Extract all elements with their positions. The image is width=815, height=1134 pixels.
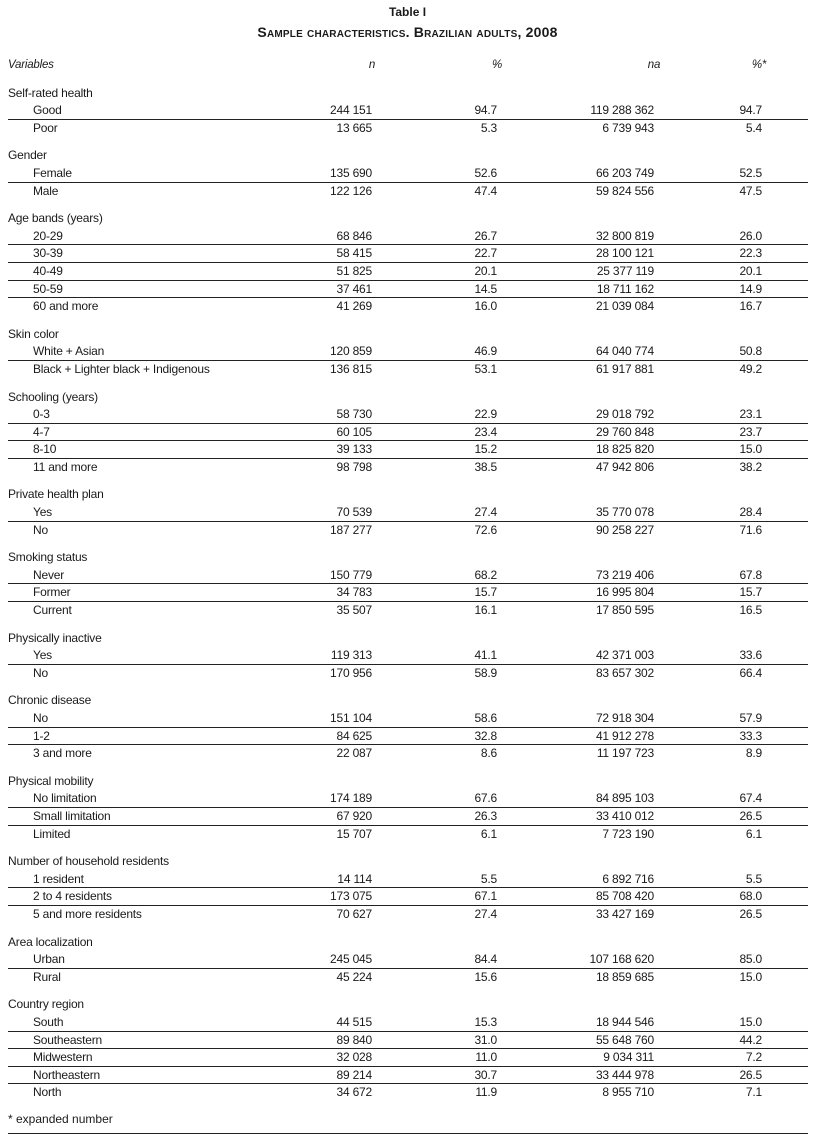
row-label: 20-29 bbox=[33, 228, 63, 243]
row-label: Current bbox=[33, 603, 72, 618]
row-label: Urban bbox=[33, 952, 65, 967]
n-value: 13 665 bbox=[336, 120, 372, 135]
table-row bbox=[8, 441, 808, 459]
row-label: North bbox=[33, 1085, 62, 1100]
group-label: Private health plan bbox=[8, 487, 104, 502]
percent-value: 31.0 bbox=[474, 1032, 497, 1047]
percent-expanded-value: 26.5 bbox=[739, 906, 762, 921]
percent-expanded-value: 6.1 bbox=[745, 826, 762, 841]
percent-expanded-value: 52.5 bbox=[739, 165, 762, 180]
row-label: Poor bbox=[33, 120, 58, 135]
percent-value: 20.1 bbox=[474, 263, 497, 278]
na-value: 35 770 078 bbox=[595, 505, 654, 520]
sample-characteristics-table bbox=[8, 57, 808, 1134]
group-header-row bbox=[8, 996, 808, 1014]
percent-expanded-value: 16.5 bbox=[739, 603, 762, 618]
n-value: 173 075 bbox=[330, 889, 372, 904]
percent-value: 53.1 bbox=[474, 361, 497, 376]
n-value: 70 627 bbox=[336, 906, 372, 921]
table-row bbox=[8, 969, 808, 987]
row-label: Small limitation bbox=[33, 808, 111, 823]
row-label: 8-10 bbox=[33, 442, 57, 457]
na-value: 29 760 848 bbox=[595, 424, 654, 439]
percent-expanded-value: 7.1 bbox=[745, 1085, 762, 1100]
na-value: 119 288 362 bbox=[590, 103, 654, 118]
table-row bbox=[8, 1049, 808, 1067]
row-label: Rural bbox=[33, 969, 61, 984]
group-header-row bbox=[8, 486, 808, 504]
na-value: 17 850 595 bbox=[595, 603, 654, 618]
row-label: 4-7 bbox=[33, 424, 50, 439]
table-row bbox=[8, 459, 808, 477]
table-row bbox=[8, 406, 808, 424]
row-label: No bbox=[33, 711, 48, 725]
n-value: 135 690 bbox=[330, 165, 372, 180]
row-label: Former bbox=[33, 585, 71, 600]
percent-value: 72.6 bbox=[474, 522, 497, 537]
na-value: 72 918 304 bbox=[595, 711, 654, 725]
na-value: 73 219 406 bbox=[595, 567, 654, 582]
row-label: 5 and more residents bbox=[33, 906, 142, 921]
n-value: 89 214 bbox=[336, 1067, 372, 1082]
percent-value: 26.7 bbox=[474, 228, 497, 243]
table-row bbox=[8, 1067, 808, 1085]
percent-expanded-value: 68.0 bbox=[739, 889, 762, 904]
na-value: 64 040 774 bbox=[595, 344, 654, 359]
table-title: Sample characteristics. Brazilian adults, 2008 bbox=[257, 24, 558, 40]
n-value: 89 840 bbox=[336, 1032, 372, 1047]
percent-value: 67.1 bbox=[474, 889, 497, 904]
row-label: Yes bbox=[33, 505, 52, 520]
group-label: Schooling (years) bbox=[8, 389, 98, 404]
percent-value: 30.7 bbox=[474, 1067, 497, 1082]
na-value: 85 708 420 bbox=[595, 889, 654, 904]
percent-value: 26.3 bbox=[474, 808, 497, 823]
table-row bbox=[8, 710, 808, 728]
n-value: 45 224 bbox=[336, 969, 372, 984]
percent-expanded-value: 49.2 bbox=[739, 361, 762, 376]
n-value: 119 313 bbox=[330, 648, 372, 663]
percent-value: 27.4 bbox=[474, 505, 497, 520]
group-header-row bbox=[8, 389, 808, 407]
percent-value: 41.1 bbox=[474, 648, 497, 663]
row-label: 11 and more bbox=[33, 459, 98, 474]
table-row bbox=[8, 1032, 808, 1050]
group-header-row bbox=[8, 85, 808, 103]
na-value: 32 800 819 bbox=[595, 228, 654, 243]
percent-expanded-value: 66.4 bbox=[739, 665, 762, 680]
percent-expanded-value: 57.9 bbox=[739, 711, 762, 725]
percent-expanded-value: 50.8 bbox=[739, 344, 762, 359]
percent-expanded-value: 5.4 bbox=[745, 120, 762, 135]
n-value: 58 730 bbox=[336, 407, 372, 422]
percent-value: 47.4 bbox=[474, 183, 497, 198]
table-row bbox=[8, 790, 808, 808]
n-value: 245 045 bbox=[330, 952, 372, 967]
percent-value: 11.9 bbox=[475, 1085, 497, 1100]
percent-value: 22.9 bbox=[474, 407, 497, 422]
row-label: No bbox=[33, 665, 48, 680]
group-header-row bbox=[8, 147, 808, 165]
group-header-row bbox=[8, 934, 808, 952]
n-value: 34 672 bbox=[336, 1085, 372, 1100]
n-value: 187 277 bbox=[330, 522, 372, 537]
n-value: 122 126 bbox=[330, 183, 372, 198]
na-value: 21 039 084 bbox=[595, 299, 654, 314]
table-row bbox=[8, 1084, 808, 1102]
row-label: Black + Lighter black + Indigenous bbox=[33, 361, 210, 376]
percent-value: 94.7 bbox=[474, 103, 497, 118]
group-header-row bbox=[8, 692, 808, 710]
percent-value: 58.6 bbox=[474, 711, 497, 725]
row-label: Never bbox=[33, 567, 65, 582]
row-label: South bbox=[33, 1014, 64, 1029]
table-row bbox=[8, 424, 808, 442]
na-value: 18 825 820 bbox=[595, 442, 654, 457]
percent-expanded-value: 16.7 bbox=[739, 299, 762, 314]
na-value: 66 203 749 bbox=[595, 165, 654, 180]
table-row bbox=[8, 665, 808, 683]
percent-expanded-value: 15.0 bbox=[739, 442, 762, 457]
table-row bbox=[8, 745, 808, 763]
row-label: 30-39 bbox=[33, 246, 63, 261]
table-row bbox=[8, 281, 808, 299]
group-label: Country region bbox=[8, 997, 84, 1012]
row-label: Northeastern bbox=[33, 1067, 100, 1082]
row-label: White + Asian bbox=[33, 344, 105, 359]
row-label: 40-49 bbox=[33, 263, 63, 278]
na-value: 7 723 190 bbox=[602, 826, 654, 841]
percent-value: 67.6 bbox=[474, 791, 497, 806]
percent-expanded-value: 33.3 bbox=[739, 728, 762, 743]
row-label: 1 resident bbox=[33, 871, 84, 886]
percent-expanded-value: 33.6 bbox=[739, 648, 762, 663]
na-value: 41 912 278 bbox=[595, 728, 654, 743]
percent-value: 16.1 bbox=[474, 603, 497, 618]
n-value: 58 415 bbox=[336, 246, 372, 261]
row-label: No bbox=[33, 522, 48, 537]
na-value: 33 410 012 bbox=[595, 808, 654, 823]
na-value: 29 018 792 bbox=[595, 407, 654, 422]
group-label: Number of household residents bbox=[8, 854, 169, 869]
na-value: 61 917 881 bbox=[595, 361, 654, 376]
na-value: 33 444 978 bbox=[595, 1067, 654, 1082]
n-value: 44 515 bbox=[336, 1014, 372, 1029]
percent-expanded-value: 23.7 bbox=[739, 424, 762, 439]
table-row bbox=[8, 165, 808, 183]
na-value: 18 711 162 bbox=[596, 281, 654, 296]
table-row bbox=[8, 808, 808, 826]
n-value: 41 269 bbox=[336, 299, 372, 314]
n-value: 14 114 bbox=[337, 871, 372, 886]
group-header-row bbox=[8, 549, 808, 567]
row-label: Male bbox=[33, 183, 59, 198]
na-value: 42 371 003 bbox=[595, 648, 654, 663]
na-value: 47 942 806 bbox=[595, 459, 654, 474]
na-value: 25 377 119 bbox=[596, 263, 654, 278]
percent-value: 15.7 bbox=[474, 585, 497, 600]
percent-value: 52.6 bbox=[474, 165, 497, 180]
percent-expanded-value: 67.4 bbox=[739, 791, 762, 806]
na-value: 33 427 169 bbox=[595, 906, 654, 921]
na-value: 18 944 546 bbox=[595, 1014, 654, 1029]
percent-expanded-value: 26.5 bbox=[739, 808, 762, 823]
table-row bbox=[8, 1014, 808, 1032]
row-label: Female bbox=[33, 165, 72, 180]
percent-expanded-value: 20.1 bbox=[739, 263, 762, 278]
n-value: 32 028 bbox=[336, 1050, 372, 1065]
table-label: Table I bbox=[388, 5, 427, 19]
percent-expanded-value: 23.1 bbox=[739, 407, 762, 422]
header-percent-expanded: %* bbox=[751, 59, 767, 71]
row-label: Yes bbox=[33, 648, 52, 663]
row-label: Southeastern bbox=[33, 1032, 102, 1047]
na-value: 107 168 620 bbox=[589, 952, 654, 967]
percent-value: 23.4 bbox=[474, 424, 497, 439]
percent-value: 5.5 bbox=[480, 871, 497, 886]
group-label: Smoking status bbox=[8, 550, 88, 565]
n-value: 170 956 bbox=[330, 665, 372, 680]
table-row bbox=[8, 522, 808, 540]
na-value: 6 739 943 bbox=[602, 120, 654, 135]
percent-expanded-value: 94.7 bbox=[739, 103, 762, 118]
table-row bbox=[8, 647, 808, 665]
na-value: 55 648 760 bbox=[595, 1032, 654, 1047]
percent-expanded-value: 67.8 bbox=[739, 567, 762, 582]
n-value: 15 707 bbox=[336, 826, 372, 841]
table-row bbox=[8, 567, 808, 585]
header-variables: Variables bbox=[8, 59, 54, 71]
n-value: 244 151 bbox=[330, 103, 372, 118]
n-value: 136 815 bbox=[330, 361, 372, 376]
percent-expanded-value: 15.0 bbox=[739, 969, 762, 984]
table-row bbox=[8, 183, 808, 201]
n-value: 151 104 bbox=[330, 711, 372, 725]
na-value: 6 892 716 bbox=[602, 871, 654, 886]
table-row bbox=[8, 263, 808, 281]
group-label: Skin color bbox=[8, 326, 59, 341]
row-label: 60 and more bbox=[33, 299, 99, 314]
group-header-row bbox=[8, 853, 808, 871]
percent-expanded-value: 5.5 bbox=[745, 871, 762, 886]
percent-value: 58.9 bbox=[474, 665, 497, 680]
table-row bbox=[8, 951, 808, 969]
group-label: Age bands (years) bbox=[8, 211, 103, 226]
na-value: 90 258 227 bbox=[595, 522, 654, 537]
row-label: 1-2 bbox=[33, 728, 50, 743]
table-row bbox=[8, 298, 808, 316]
header-percent: % bbox=[491, 59, 503, 71]
na-value: 18 859 685 bbox=[595, 969, 654, 984]
percent-value: 27.4 bbox=[474, 906, 497, 921]
na-value: 59 824 556 bbox=[595, 183, 654, 198]
percent-expanded-value: 44.2 bbox=[739, 1032, 762, 1047]
percent-value: 32.8 bbox=[474, 728, 497, 743]
table-row bbox=[8, 826, 808, 844]
table-row bbox=[8, 906, 808, 924]
table-row bbox=[8, 871, 808, 889]
n-value: 51 825 bbox=[336, 263, 372, 278]
percent-expanded-value: 8.9 bbox=[745, 746, 762, 761]
percent-value: 5.3 bbox=[480, 120, 497, 135]
group-label: Physical mobility bbox=[8, 773, 94, 788]
row-label: 3 and more bbox=[33, 746, 92, 761]
table-row bbox=[8, 228, 808, 246]
na-value: 11 197 723 bbox=[596, 746, 654, 761]
table-row bbox=[8, 361, 808, 379]
percent-value: 11.0 bbox=[475, 1050, 497, 1065]
table-row bbox=[8, 245, 808, 263]
n-value: 60 105 bbox=[336, 424, 372, 439]
row-label: Midwestern bbox=[33, 1050, 93, 1065]
n-value: 68 846 bbox=[336, 228, 372, 243]
na-value: 9 034 311 bbox=[603, 1050, 654, 1065]
percent-expanded-value: 26.0 bbox=[739, 228, 762, 243]
n-value: 67 920 bbox=[336, 808, 372, 823]
group-label: Self-rated health bbox=[8, 85, 93, 100]
percent-value: 6.1 bbox=[480, 826, 497, 841]
row-label: 2 to 4 residents bbox=[33, 889, 112, 904]
percent-expanded-value: 22.3 bbox=[739, 246, 762, 261]
n-value: 39 133 bbox=[336, 442, 372, 457]
row-label: No limitation bbox=[33, 791, 97, 806]
percent-value: 14.5 bbox=[474, 281, 497, 296]
percent-expanded-value: 28.4 bbox=[739, 505, 762, 520]
percent-expanded-value: 26.5 bbox=[739, 1067, 762, 1082]
percent-value: 68.2 bbox=[474, 567, 497, 582]
table-row bbox=[8, 343, 808, 361]
row-label: Limited bbox=[33, 826, 71, 841]
group-label: Chronic disease bbox=[8, 693, 92, 708]
na-value: 84 895 103 bbox=[595, 791, 654, 806]
percent-value: 15.3 bbox=[474, 1014, 497, 1029]
group-header-row bbox=[8, 773, 808, 791]
n-value: 174 189 bbox=[330, 791, 372, 806]
table-header-row bbox=[8, 57, 808, 75]
n-value: 150 779 bbox=[330, 567, 372, 582]
row-label: 50-59 bbox=[33, 281, 63, 296]
n-value: 34 783 bbox=[336, 585, 372, 600]
percent-value: 46.9 bbox=[474, 344, 497, 359]
n-value: 84 625 bbox=[336, 728, 372, 743]
table-row bbox=[8, 584, 808, 602]
n-value: 37 461 bbox=[336, 281, 372, 296]
table-row bbox=[8, 504, 808, 522]
header-n: n bbox=[368, 59, 376, 71]
group-label: Physically inactive bbox=[8, 630, 102, 645]
percent-value: 38.5 bbox=[474, 459, 497, 474]
percent-value: 15.2 bbox=[474, 442, 497, 457]
table-row bbox=[8, 120, 808, 138]
percent-value: 8.6 bbox=[480, 746, 497, 761]
row-label: Good bbox=[33, 103, 62, 118]
group-label: Gender bbox=[8, 148, 47, 163]
group-label: Area localization bbox=[8, 934, 93, 949]
percent-expanded-value: 85.0 bbox=[739, 952, 762, 967]
percent-expanded-value: 7.2 bbox=[745, 1050, 762, 1065]
n-value: 120 859 bbox=[330, 344, 372, 359]
footnote: * expanded number bbox=[8, 1111, 808, 1134]
n-value: 70 539 bbox=[336, 505, 372, 520]
n-value: 35 507 bbox=[336, 603, 372, 618]
header-na: na bbox=[647, 59, 661, 71]
percent-expanded-value: 38.2 bbox=[739, 459, 762, 474]
group-header-row bbox=[8, 210, 808, 228]
na-value: 8 955 710 bbox=[602, 1085, 654, 1100]
table-row bbox=[8, 728, 808, 746]
percent-expanded-value: 15.7 bbox=[739, 585, 762, 600]
percent-expanded-value: 71.6 bbox=[739, 522, 762, 537]
percent-value: 16.0 bbox=[474, 299, 497, 314]
table-row bbox=[8, 888, 808, 906]
na-value: 83 657 302 bbox=[595, 665, 654, 680]
percent-expanded-value: 14.9 bbox=[739, 281, 762, 296]
percent-value: 84.4 bbox=[474, 952, 497, 967]
table-row bbox=[8, 102, 808, 120]
percent-expanded-value: 15.0 bbox=[739, 1014, 762, 1029]
table-row bbox=[8, 602, 808, 620]
percent-value: 15.6 bbox=[474, 969, 497, 984]
na-value: 16 995 804 bbox=[595, 585, 654, 600]
row-label: 0-3 bbox=[33, 407, 50, 422]
percent-expanded-value: 47.5 bbox=[739, 183, 762, 198]
n-value: 22 087 bbox=[336, 746, 372, 761]
group-header-row bbox=[8, 630, 808, 648]
group-header-row bbox=[8, 326, 808, 344]
n-value: 98 798 bbox=[336, 459, 372, 474]
na-value: 28 100 121 bbox=[595, 246, 654, 261]
percent-value: 22.7 bbox=[474, 246, 497, 261]
